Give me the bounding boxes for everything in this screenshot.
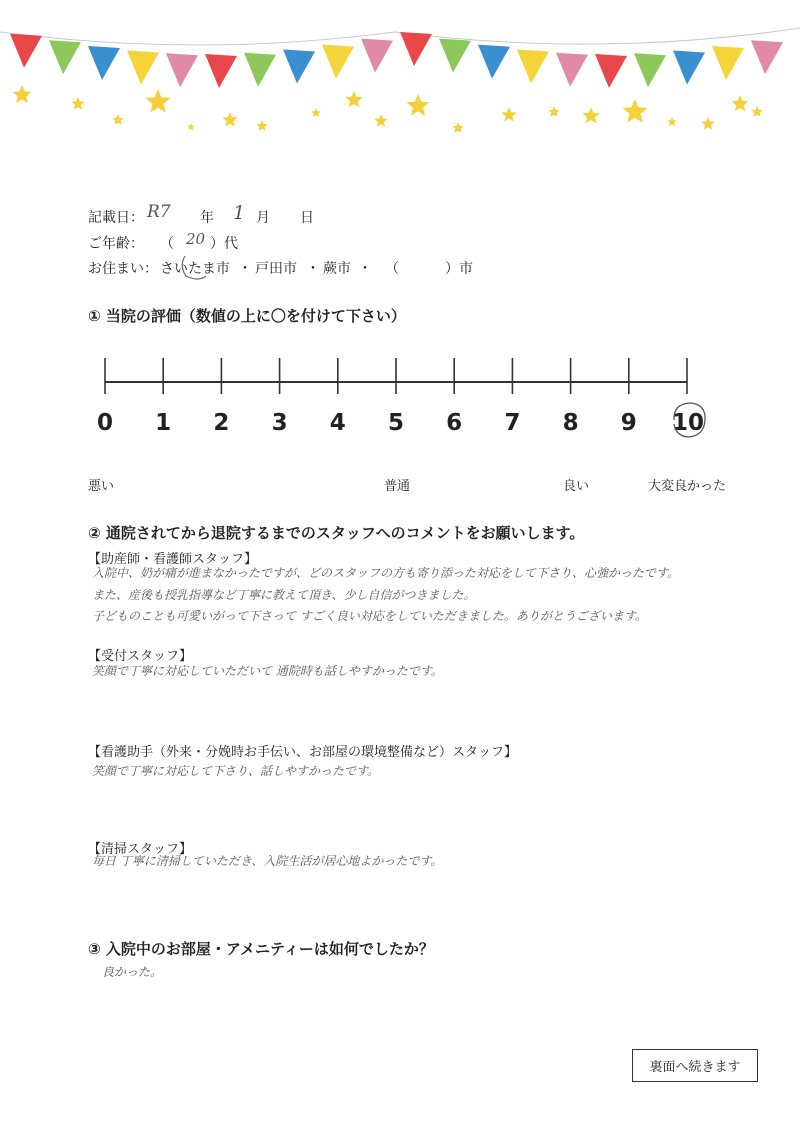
day-label: 日 xyxy=(300,210,314,226)
scale-tick-label: 10 xyxy=(672,410,705,436)
staff-label-assistant: 【看護助手（外来・分娩時お手伝い、お部屋の環境整備など）スタッフ】 xyxy=(88,745,518,760)
section3-title: ③ 入院中のお部屋・アメニティーは如何でしたか？ xyxy=(88,940,434,958)
address-option-toda: 戸田市 xyxy=(255,261,297,277)
star-icon xyxy=(71,97,84,110)
month-label: 月 xyxy=(256,210,270,226)
month-value: 1 xyxy=(233,202,246,224)
star-icon xyxy=(501,107,516,122)
scale-tick-label: 2 xyxy=(213,410,230,436)
staff-comment-cleaning: 毎日 丁寧に清掃していただき、入院生活が居心地よかったです。 xyxy=(92,854,443,868)
section2-title: ② 通院されてから退院するまでのスタッフへのコメントをお願いします。 xyxy=(88,524,585,542)
star-icon xyxy=(187,123,195,130)
star-icon xyxy=(407,94,430,116)
star-icon xyxy=(623,99,648,123)
rating-label-normal: 普通 xyxy=(384,479,411,494)
age-close: ）代 xyxy=(210,236,238,252)
bunting-flag xyxy=(166,53,198,87)
staff-label-nurse: 【助産師・看護師スタッフ】 xyxy=(88,552,258,567)
address-dot: ・ xyxy=(306,261,320,277)
address-label: お住まい： xyxy=(88,261,158,277)
address-other-close: ）市 xyxy=(445,261,473,277)
scale-tick-label: 6 xyxy=(446,410,463,436)
year-label: 年 xyxy=(200,210,214,226)
rating-label-good: 良い xyxy=(563,479,590,494)
star-icon xyxy=(667,117,677,126)
bunting-flag xyxy=(751,40,783,74)
selection-circle xyxy=(176,252,216,282)
star-icon xyxy=(701,117,714,130)
selected-circle xyxy=(668,400,710,440)
continue-box: 裏面へ続きます xyxy=(632,1049,758,1082)
scale-tick-label: 5 xyxy=(387,410,404,436)
address-option-saitama: さいたま市 xyxy=(160,261,230,277)
bunting-flag xyxy=(88,46,120,80)
staff-label-reception: 【受付スタッフ】 xyxy=(88,649,193,664)
star-icon xyxy=(731,95,748,111)
star-icon xyxy=(374,114,387,127)
date-label: 記載日： xyxy=(88,210,144,226)
rating-label-bad: 悪い xyxy=(88,479,115,494)
scale-tick-label: 1 xyxy=(155,410,172,436)
star-icon xyxy=(751,106,762,117)
bunting-flag xyxy=(400,32,432,66)
bunting-flag xyxy=(634,53,666,87)
star-icon xyxy=(222,112,237,127)
bunting-flag xyxy=(517,49,549,83)
bunting-flag xyxy=(712,46,744,80)
staff-comment-reception: 笑顔で丁寧に対応していただいて 通院時も話しやすかったです。 xyxy=(92,664,443,678)
bunting-flag xyxy=(322,45,354,79)
age-open: （ xyxy=(160,236,174,252)
bunting-flag xyxy=(244,53,276,87)
staff-label-cleaning: 【清掃スタッフ】 xyxy=(88,842,193,857)
staff-comment-nurse-3: 子どものことも可愛いがって下さって すごく良い対応をしていただきました。ありがとうございます。 xyxy=(92,609,647,623)
star-icon xyxy=(452,122,463,133)
star-icon xyxy=(13,85,32,103)
bunting-flag xyxy=(283,49,315,83)
address-other-open: （ xyxy=(385,261,399,277)
star-icon xyxy=(146,89,171,113)
age-value: 20 xyxy=(186,230,206,248)
bunting-flag xyxy=(127,50,159,84)
staff-comment-nurse-1: 入院中、奶が痛が進まなかったですが、どのスタッフの方も寄り添った対応をして下さり、心強かったです。 xyxy=(92,566,680,580)
star-icon xyxy=(582,107,599,123)
scale-tick-label: 4 xyxy=(329,410,346,436)
scale-tick-label: 8 xyxy=(562,410,579,436)
star-icon xyxy=(256,120,267,131)
star-icon xyxy=(548,106,559,117)
bunting-flag xyxy=(673,50,705,84)
scale-tick-label: 0 xyxy=(96,410,113,436)
star-icon xyxy=(311,108,321,117)
bunting-decoration xyxy=(0,0,800,150)
rating-label-very-good: 大変良かった xyxy=(648,479,727,494)
address-dot: ・ xyxy=(358,261,372,277)
scale-tick-label: 7 xyxy=(504,410,521,436)
scale-tick-label: 3 xyxy=(271,410,288,436)
section1-title: ① 当院の評価（数値の上に〇を付けて下さい） xyxy=(88,307,406,325)
bunting-flag xyxy=(361,39,393,73)
star-icon xyxy=(112,114,123,125)
staff-comment-nurse-2: また、産後も授乳指導など丁寧に教えて頂き、少し自信がつきました。 xyxy=(92,588,476,602)
bunting-flag xyxy=(49,40,81,74)
bunting-flag xyxy=(205,54,237,88)
staff-comment-assistant: 笑顔で丁寧に対応して下さり、話しやすかったです。 xyxy=(92,764,380,778)
age-label: ご年齢： xyxy=(88,236,144,252)
scale-tick-label: 9 xyxy=(620,410,637,436)
bunting-flag xyxy=(556,53,588,87)
date-value: R7 xyxy=(147,202,171,222)
star-icon xyxy=(345,91,362,107)
bunting-flag xyxy=(10,34,42,68)
bunting-flag xyxy=(478,45,510,79)
address-option-warabi: 蕨市 xyxy=(323,261,351,277)
section3-comment: 良かった。 xyxy=(102,965,163,979)
address-dot: ・ xyxy=(238,261,252,277)
bunting-flag xyxy=(439,39,471,73)
bunting-flag xyxy=(595,54,627,88)
rating-scale xyxy=(90,350,710,410)
